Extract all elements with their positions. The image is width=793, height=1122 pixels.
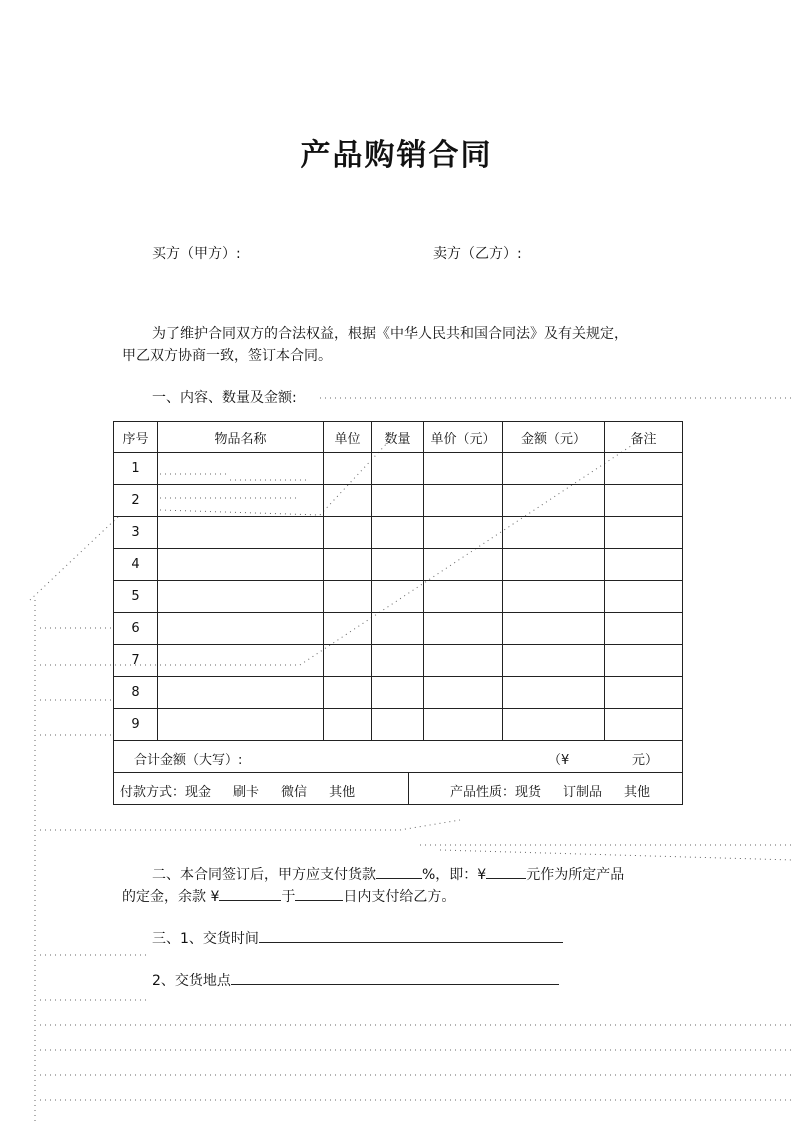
- row-index: 7: [114, 645, 158, 677]
- intro-line-2: 甲乙双方协商一致，签订本合同。: [122, 348, 332, 364]
- cell-item-name[interactable]: [158, 517, 324, 549]
- deposit-amount-blank[interactable]: [486, 864, 526, 879]
- header-remarks: 备注: [605, 422, 683, 453]
- cell-unit-price[interactable]: [424, 453, 503, 485]
- cell-item-name[interactable]: [158, 645, 324, 677]
- cell-remarks[interactable]: [605, 709, 683, 741]
- row-index: 5: [114, 581, 158, 613]
- items-table: [113, 421, 683, 805]
- cell-unit[interactable]: [324, 613, 372, 645]
- cell-amount[interactable]: [503, 613, 605, 645]
- nature-option-custom[interactable]: 订制品: [563, 785, 603, 800]
- deposit-text-1: 二、本合同签订后，甲方应支付货款: [152, 867, 376, 883]
- header-quantity: 数量: [372, 422, 424, 453]
- cell-unit[interactable]: [324, 709, 372, 741]
- cell-quantity[interactable]: [372, 709, 424, 741]
- cell-unit[interactable]: [324, 677, 372, 709]
- row-index: 9: [114, 709, 158, 741]
- cell-amount[interactable]: [503, 709, 605, 741]
- cell-remarks[interactable]: [605, 517, 683, 549]
- section-2-line-1: [152, 864, 624, 886]
- deposit-text-2: %，即：¥: [422, 867, 487, 883]
- cell-unit-price[interactable]: [424, 517, 503, 549]
- cell-quantity[interactable]: [372, 485, 424, 517]
- cell-item-name[interactable]: [158, 485, 324, 517]
- total-amount-label: 合计金额（大写）:: [134, 753, 243, 768]
- table-row: [114, 709, 683, 741]
- nature-option-in-stock[interactable]: 现货: [515, 785, 542, 800]
- cell-quantity[interactable]: [372, 645, 424, 677]
- row-index: 8: [114, 677, 158, 709]
- cell-amount[interactable]: [503, 581, 605, 613]
- payment-option-other[interactable]: 其他: [329, 785, 356, 800]
- cell-remarks[interactable]: [605, 453, 683, 485]
- row-index: 2: [114, 485, 158, 517]
- delivery-place-blank[interactable]: [231, 970, 559, 985]
- cell-unit[interactable]: [324, 581, 372, 613]
- table-row: [114, 517, 683, 549]
- total-cell: [114, 741, 683, 773]
- cell-unit-price[interactable]: [424, 581, 503, 613]
- row-index: 1: [114, 453, 158, 485]
- cell-amount[interactable]: [503, 485, 605, 517]
- seller-label: 卖方（乙方）:: [433, 246, 522, 262]
- table-row: [114, 677, 683, 709]
- cell-amount[interactable]: [503, 677, 605, 709]
- balance-days-blank[interactable]: [295, 886, 343, 901]
- cell-quantity[interactable]: [372, 581, 424, 613]
- delivery-time-label: 三、1、交货时间: [152, 931, 259, 947]
- payment-option-card[interactable]: 刷卡: [233, 785, 260, 800]
- cell-amount[interactable]: [503, 453, 605, 485]
- table-row: [114, 581, 683, 613]
- payment-divider: [408, 773, 409, 804]
- cell-item-name[interactable]: [158, 581, 324, 613]
- document-title: 产品购销合同: [300, 138, 493, 173]
- deposit-text-5: 于: [281, 889, 296, 905]
- delivery-place-label: 2、交货地点: [152, 973, 231, 989]
- deposit-text-6: 日内支付给乙方。: [343, 889, 456, 905]
- cell-remarks[interactable]: [605, 549, 683, 581]
- product-nature-group: [450, 781, 650, 800]
- delivery-time-line: [152, 928, 563, 950]
- payment-option-wechat[interactable]: 微信: [281, 785, 308, 800]
- cell-quantity[interactable]: [372, 613, 424, 645]
- cell-item-name[interactable]: [158, 613, 324, 645]
- total-yuan-label: 元）: [632, 753, 659, 768]
- cell-quantity[interactable]: [372, 517, 424, 549]
- product-nature-label: 产品性质：: [450, 785, 516, 800]
- payment-method-group: [120, 781, 355, 800]
- cell-quantity[interactable]: [372, 549, 424, 581]
- delivery-place-line: [152, 970, 559, 992]
- cell-amount[interactable]: [503, 549, 605, 581]
- cell-item-name[interactable]: [158, 709, 324, 741]
- row-index: 6: [114, 613, 158, 645]
- payment-cell: [114, 773, 683, 805]
- cell-unit[interactable]: [324, 485, 372, 517]
- total-row: [114, 741, 683, 773]
- cell-item-name[interactable]: [158, 453, 324, 485]
- cell-unit-price[interactable]: [424, 677, 503, 709]
- table-row: [114, 485, 683, 517]
- deposit-text-4: 的定金，余款 ¥: [122, 889, 220, 905]
- row-index: 4: [114, 549, 158, 581]
- total-yen-label: （¥: [548, 753, 570, 768]
- cell-item-name[interactable]: [158, 677, 324, 709]
- row-index: 3: [114, 517, 158, 549]
- deposit-text-3: 元作为所定产品: [526, 867, 625, 883]
- section-1-heading: 一、内容、数量及金额:: [152, 390, 297, 406]
- cell-unit-price[interactable]: [424, 549, 503, 581]
- nature-option-other[interactable]: 其他: [624, 785, 651, 800]
- cell-quantity[interactable]: [372, 677, 424, 709]
- payment-option-cash[interactable]: 现金: [185, 785, 212, 800]
- buyer-label: 买方（甲方）:: [152, 246, 241, 262]
- cell-unit[interactable]: [324, 453, 372, 485]
- delivery-time-blank[interactable]: [259, 928, 563, 943]
- cell-amount[interactable]: [503, 517, 605, 549]
- cell-unit-price[interactable]: [424, 613, 503, 645]
- table-header-row: [114, 422, 683, 453]
- payment-method-label: 付款方式：: [120, 785, 186, 800]
- cell-quantity[interactable]: [372, 453, 424, 485]
- cell-remarks[interactable]: [605, 677, 683, 709]
- header-index: 序号: [114, 422, 158, 453]
- cell-unit[interactable]: [324, 549, 372, 581]
- cell-item-name[interactable]: [158, 549, 324, 581]
- header-item-name: 物品名称: [158, 422, 324, 453]
- header-amount: 金额（元）: [503, 422, 605, 453]
- cell-remarks[interactable]: [605, 613, 683, 645]
- payment-row: [114, 773, 683, 805]
- cell-unit[interactable]: [324, 645, 372, 677]
- header-unit: 单位: [324, 422, 372, 453]
- cell-remarks[interactable]: [605, 581, 683, 613]
- intro-line-1: 为了维护合同双方的合法权益，根据《中华人民共和国合同法》及有关规定，: [152, 326, 628, 342]
- table-row: [114, 549, 683, 581]
- table-row: [114, 613, 683, 645]
- table-row: [114, 645, 683, 677]
- deposit-percent-blank[interactable]: [376, 864, 422, 879]
- table-row: [114, 453, 683, 485]
- cell-unit-price[interactable]: [424, 485, 503, 517]
- cell-unit[interactable]: [324, 517, 372, 549]
- header-unit-price: 单价（元）: [424, 422, 503, 453]
- balance-amount-blank[interactable]: [219, 886, 281, 901]
- cell-unit-price[interactable]: [424, 645, 503, 677]
- cell-amount[interactable]: [503, 645, 605, 677]
- cell-remarks[interactable]: [605, 485, 683, 517]
- cell-unit-price[interactable]: [424, 709, 503, 741]
- cell-remarks[interactable]: [605, 645, 683, 677]
- section-2-line-2: [122, 886, 455, 908]
